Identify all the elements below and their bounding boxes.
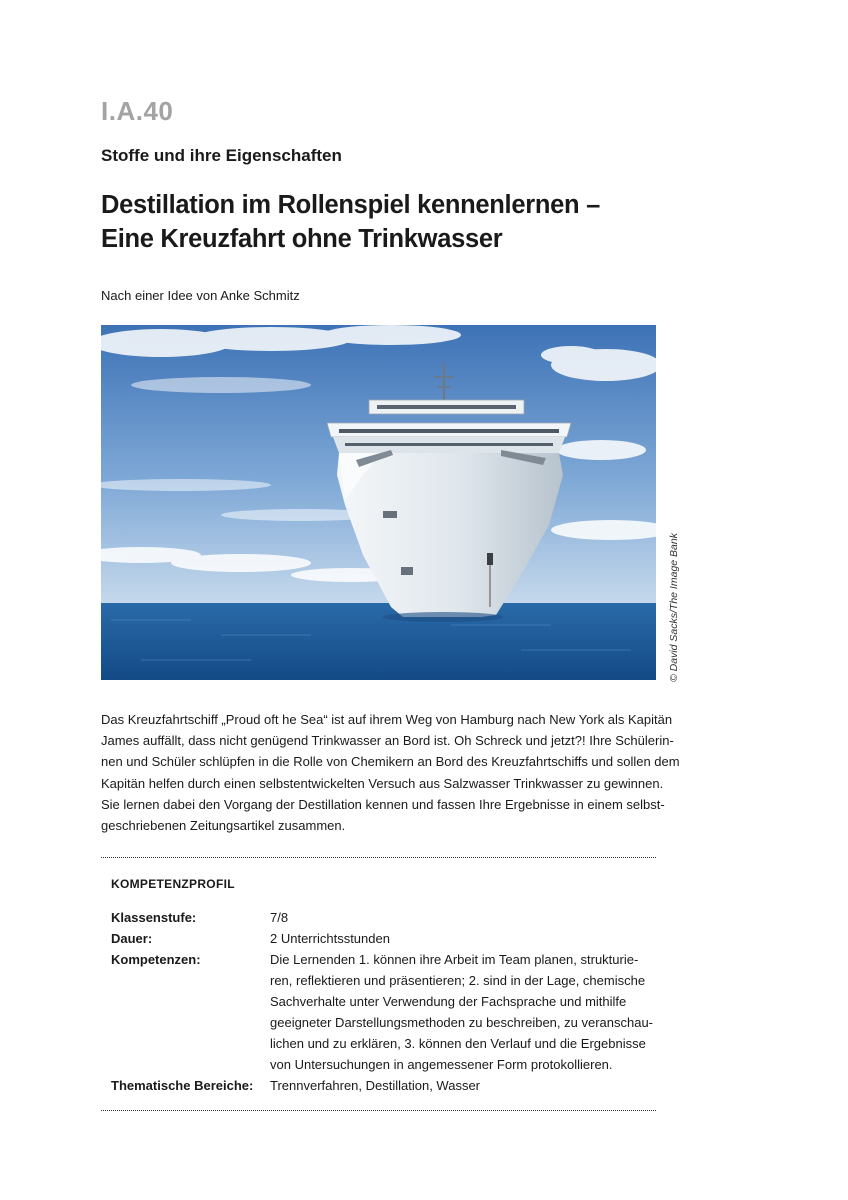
author-note: Nach einer Idee von Anke Schmitz <box>101 288 300 303</box>
profile-value-line: Die Lernenden 1. können ihre Arbeit im Team planen, strukturie- <box>270 952 639 967</box>
profile-label: Thematische Bereiche: <box>111 1078 254 1093</box>
profile-value <box>270 928 650 949</box>
title-line: Destillation im Rollenspiel kennenlernen – <box>101 191 600 219</box>
intro-line: James auffällt, dass nicht genügend Trinkwasser an Bord ist. Oh Schreck und jetzt?! Ihre Schülerin- <box>101 733 674 749</box>
cruise-ship-icon <box>101 325 656 680</box>
intro-line: Kapitän helfen durch einen selbstentwickelten Versuch aus Salzwasser Trinkwasser zu gewinnen. <box>101 775 664 791</box>
profile-label: Klassenstufe: <box>111 910 197 925</box>
profile-label: Kompetenzen: <box>111 952 201 967</box>
unit-code: I.A.40 <box>101 96 174 126</box>
divider-top <box>101 857 656 858</box>
profile-value-line: Sachverhalte unter Verwendung der Fachsprache und mithilfe <box>270 994 627 1009</box>
profile-value-line: lichen und zu erklären, 3. können den Verlauf und die Ergebnisse <box>270 1036 646 1051</box>
divider-bottom <box>101 1110 656 1111</box>
profile-value-line: 2 Unterrichtsstunden <box>270 931 390 946</box>
intro-paragraph <box>101 709 680 836</box>
cruise-ship-photo <box>101 325 656 680</box>
title-line: Eine Kreuzfahrt ohne Trinkwasser <box>101 225 503 253</box>
profile-value-line: 7/8 <box>270 910 289 925</box>
profile-value <box>270 949 654 1075</box>
intro-line: nen und Schüler schlüpfen in die Rolle von Chemikern an Bord des Kreuzfahrtschiffs und sollen dem <box>101 754 680 770</box>
profile-value-line: von Untersuchungen in angemessener Form protokollieren. <box>270 1057 613 1072</box>
profile-value <box>270 1075 650 1096</box>
profile-value-line: geeigneter Darstellungsmethoden zu beschreiben, zu veranschau- <box>270 1015 654 1030</box>
profile-heading: KOMPETENZPROFIL <box>111 877 235 891</box>
profile-value-line: ren, reflektieren und präsentieren; 2. sind in der Lage, chemische <box>270 973 646 988</box>
photo-credit: © David Sacks/The Image Bank <box>668 533 680 682</box>
page-title <box>101 188 721 256</box>
intro-line: Sie lernen dabei den Vorgang der Destillation kennen und fassen Ihre Ergebnisse in einem selbst- <box>101 796 665 812</box>
subject-heading: Stoffe und ihre Eigenschaften <box>101 146 342 165</box>
intro-line: Das Kreuzfahrtschiff „Proud oft he Sea“ ist auf ihrem Weg von Hamburg nach New York als Kapitän <box>101 712 673 727</box>
intro-line: geschriebenen Zeitungsartikel zusammen. <box>101 818 346 834</box>
profile-value-line: Trennverfahren, Destillation, Wasser <box>270 1078 481 1093</box>
profile-value <box>270 907 650 928</box>
profile-label: Dauer: <box>111 931 153 946</box>
